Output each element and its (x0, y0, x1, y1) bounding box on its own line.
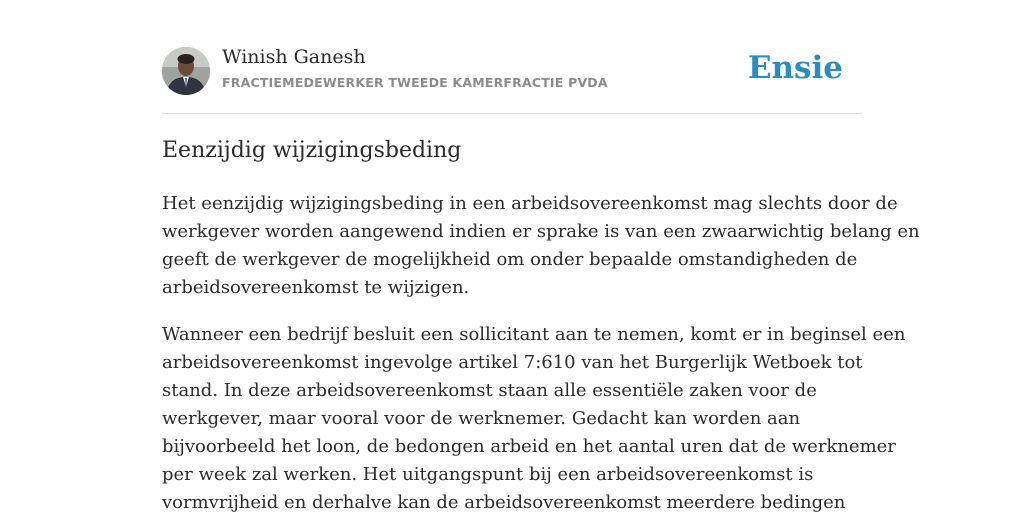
text-line: werkgever, maar vooral voor de werknemer. Gedacht kan worden aan (162, 408, 801, 429)
author-name[interactable]: Winish Ganesh (222, 46, 366, 68)
text-line: werkgever worden aangewend indien er sprake is van een zwaarwichtig belang en (162, 221, 920, 242)
text-line: vormvrijheid en derhalve kan de arbeidsovereenkomst meerdere bedingen (162, 492, 846, 512)
article-title: Eenzijdig wijzigingsbeding (162, 138, 462, 163)
text-line: arbeidsovereenkomst ingevolge artikel 7:610 van het Burgerlijk Wetboek tot (162, 352, 863, 373)
avatar-photo-icon (162, 47, 210, 95)
text-line: arbeidsovereenkomst te wijzigen. (162, 277, 470, 298)
text-line: per week zal werken. Het uitgangspunt bij een arbeidsovereenkomst is (162, 464, 814, 485)
text-line: geeft de werkgever de mogelijkheid om onder bepaalde omstandigheden de (162, 249, 858, 270)
article-body (162, 190, 920, 512)
author-header (162, 46, 862, 96)
paragraph-1 (162, 190, 920, 302)
author-role: FRACTIEMEDEWERKER TWEEDE KAMERFRACTIE PVDA (222, 75, 608, 90)
text-line: stand. In deze arbeidsovereenkomst staan alle essentiële zaken voor de (162, 380, 817, 401)
brand-logo[interactable]: Ensie (747, 50, 843, 86)
text-line: bijvoorbeeld het loon, de bedongen arbeid en het aantal uren dat de werknemer (162, 436, 896, 457)
header-divider (162, 113, 862, 114)
text-line: Wanneer een bedrijf besluit een sollicitant aan te nemen, komt er in beginsel een (162, 324, 906, 345)
avatar[interactable] (162, 47, 210, 95)
paragraph-2 (162, 321, 906, 512)
text-line: Het eenzijdig wijzigingsbeding in een arbeidsovereenkomst mag slechts door de (162, 193, 898, 214)
